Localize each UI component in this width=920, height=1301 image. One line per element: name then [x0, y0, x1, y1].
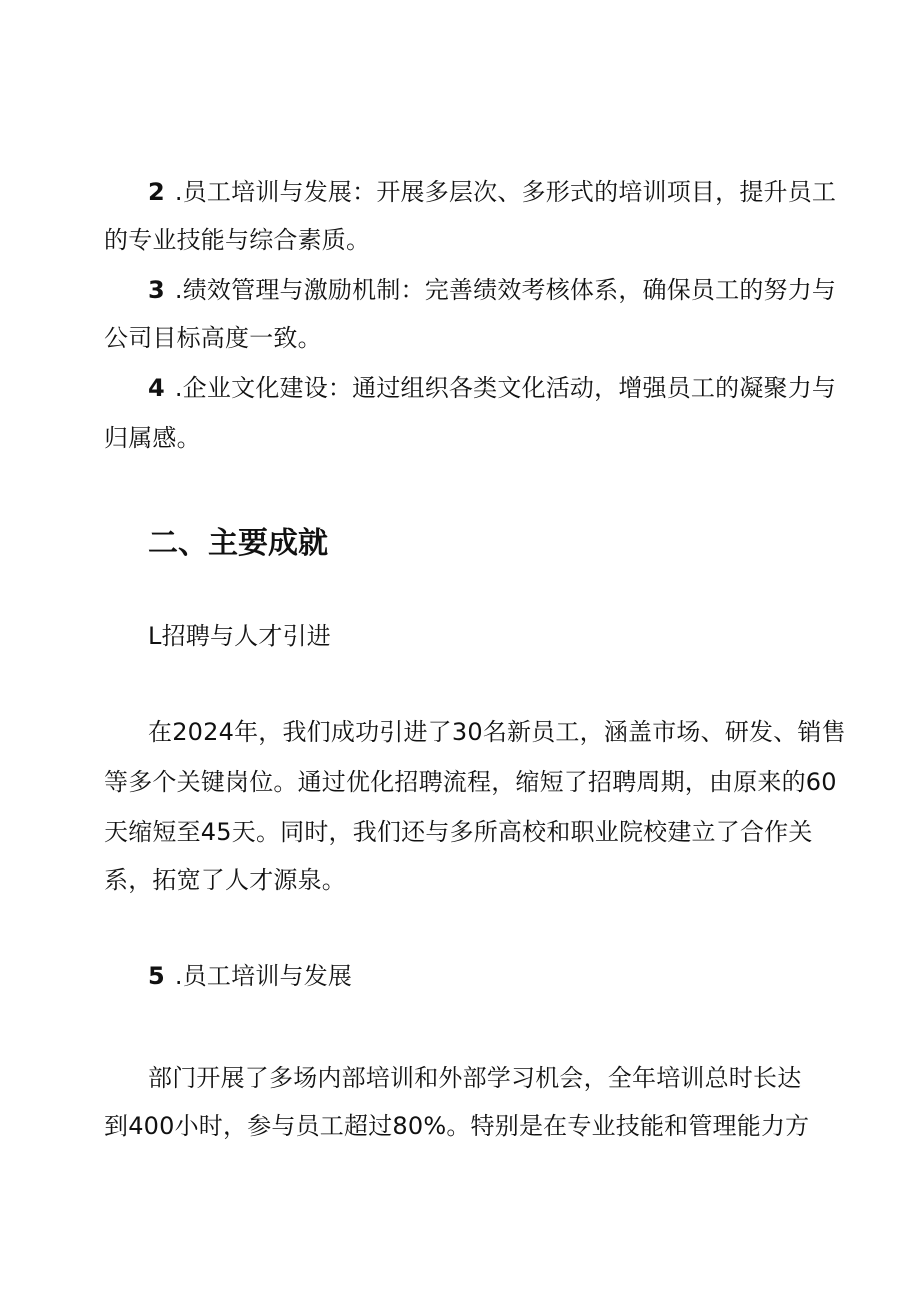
list-item-text: .企业文化建设：通过组织各类文化活动，增强员工的凝聚力与	[174, 374, 837, 402]
subheading-training	[148, 960, 352, 992]
list-item-number: 2	[148, 178, 165, 206]
subheading-number: 5	[148, 962, 165, 990]
paragraph-1-line2: 等多个关键岗位。通过优化招聘流程，缩短了招聘周期，由原来的60	[104, 768, 837, 796]
paragraph-1-line1: 在2024年，我们成功引进了30名新员工，涵盖市场、研发、销售	[148, 718, 846, 746]
subheading-recruitment: L招聘与人才引进	[148, 622, 331, 650]
list-item-2-line2: 的专业技能与综合素质。	[104, 226, 371, 254]
paragraph-2-line1: 部门开展了多场内部培训和外部学习机会，全年培训总时长达	[148, 1064, 802, 1092]
paragraph-1-line3: 天缩短至45天。同时，我们还与多所高校和职业院校建立了合作关	[104, 818, 813, 846]
list-item-text: .绩效管理与激励机制：完善绩效考核体系，确保员工的努力与	[174, 276, 837, 304]
list-item-number: 4	[148, 374, 165, 402]
list-item-4-line1	[148, 372, 836, 404]
list-item-text: .员工培训与发展：开展多层次、多形式的培训项目，提升员工	[174, 178, 837, 206]
list-item-4-line2: 归属感。	[104, 424, 201, 452]
list-item-3-line2: 公司目标高度一致。	[104, 324, 322, 352]
paragraph-2-line2: 到400小时，参与员工超过80%。特别是在专业技能和管理能力方	[104, 1112, 810, 1140]
paragraph-1-line4: 系，拓宽了人才源泉。	[104, 866, 346, 894]
section-heading: 二、主要成就	[148, 526, 328, 561]
list-item-number: 3	[148, 276, 165, 304]
subheading-text: .员工培训与发展	[174, 962, 353, 990]
list-item-3-line1	[148, 274, 836, 306]
list-item-2-line1	[148, 176, 836, 208]
